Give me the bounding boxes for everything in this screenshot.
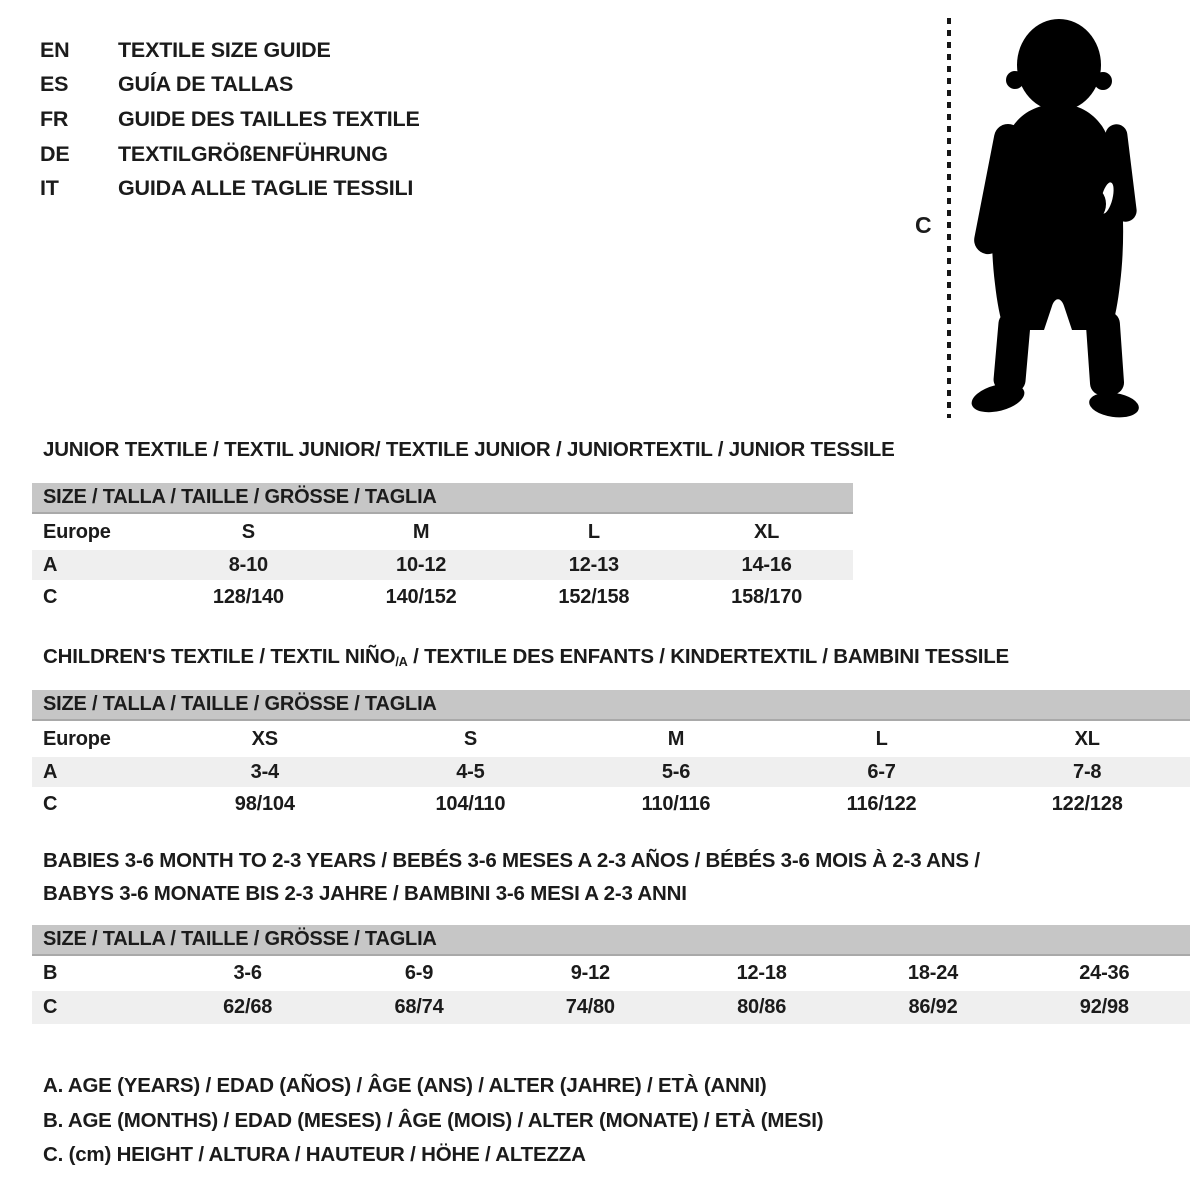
height-marker-label: C xyxy=(915,212,932,238)
table-row xyxy=(32,991,1190,1024)
table-cell: 12-13 xyxy=(568,553,619,576)
table-cell: XL xyxy=(1074,727,1100,750)
table-row xyxy=(32,721,1190,757)
table-cell: 7-8 xyxy=(1073,760,1102,783)
babies-section-title-line2: BABYS 3-6 MONATE BIS 2-3 JAHRE / BAMBINI 3-6 MESI A 2-3 ANNI xyxy=(43,882,687,905)
lang-label: GUIDE DES TAILLES TEXTILE xyxy=(118,106,420,131)
children-size-table xyxy=(32,690,1190,821)
babies-size-table xyxy=(32,925,1190,1024)
lang-code: ES xyxy=(40,72,69,97)
lang-row-fr xyxy=(40,102,420,137)
table-cell: 24-36 xyxy=(1079,962,1130,984)
table-cell: S xyxy=(241,520,255,543)
table-cell: 116/122 xyxy=(846,792,917,815)
language-header xyxy=(40,33,420,206)
children-section-title xyxy=(43,645,1009,669)
height-dashed-line xyxy=(947,18,951,418)
lang-row-es xyxy=(40,68,420,103)
table-cell: L xyxy=(587,520,600,543)
row-label: A xyxy=(43,760,58,783)
measurement-legend xyxy=(43,1069,823,1173)
size-header-bar: SIZE / TALLA / TAILLE / GRÖSSE / TAGLIA xyxy=(32,925,1190,956)
table-cell: 140/152 xyxy=(385,585,457,608)
table-cell: 68/74 xyxy=(394,996,444,1018)
table-cell: 4-5 xyxy=(456,760,485,783)
table-cell: 8-10 xyxy=(228,553,268,576)
lang-code: DE xyxy=(40,141,70,166)
table-cell: XL xyxy=(754,520,780,543)
legend-line-c: C. (cm) HEIGHT / ALTURA / HAUTEUR / HÖHE / ALTEZZA xyxy=(43,1143,586,1167)
table-cell: 80/86 xyxy=(737,996,787,1018)
table-cell: 3-6 xyxy=(233,962,262,984)
row-label: C xyxy=(43,585,58,608)
row-label: C xyxy=(43,996,58,1018)
children-title-part1: CHILDREN'S TEXTILE / TEXTIL NIÑO xyxy=(43,645,396,668)
table-cell: S xyxy=(463,727,477,750)
table-row xyxy=(32,956,1190,991)
table-cell: 6-7 xyxy=(867,760,896,783)
size-header-bar: SIZE / TALLA / TAILLE / GRÖSSE / TAGLIA xyxy=(32,690,1190,721)
table-cell: M xyxy=(412,520,430,543)
table-cell: 152/158 xyxy=(558,585,630,608)
children-title-part2: / TEXTILE DES ENFANTS / KINDERTEXTIL / BAMBINI TESSILE xyxy=(407,645,1010,668)
lang-row-en xyxy=(40,33,420,68)
row-label: A xyxy=(43,553,58,576)
junior-section-title: JUNIOR TEXTILE / TEXTIL JUNIOR/ TEXTILE JUNIOR / JUNIORTEXTIL / JUNIOR TESSILE xyxy=(43,438,895,461)
lang-label: TEXTILGRÖßENFÜHRUNG xyxy=(118,141,388,166)
table-cell: 92/98 xyxy=(1079,996,1129,1018)
table-row xyxy=(32,580,853,614)
table-cell: 9-12 xyxy=(570,962,610,984)
toddler-silhouette-icon xyxy=(958,12,1150,422)
table-row xyxy=(32,550,853,580)
size-header-bar: SIZE / TALLA / TAILLE / GRÖSSE / TAGLIA xyxy=(32,483,853,514)
table-cell: 74/80 xyxy=(565,996,615,1018)
table-cell: 62/68 xyxy=(223,996,273,1018)
table-cell: 104/110 xyxy=(435,792,506,815)
lang-code: IT xyxy=(40,176,59,201)
table-cell: 10-12 xyxy=(396,553,447,576)
table-cell: 18-24 xyxy=(907,962,959,984)
table-cell: 6-9 xyxy=(404,962,434,984)
table-cell: 5-6 xyxy=(661,760,691,783)
table-row xyxy=(32,787,1190,821)
table-cell: 110/116 xyxy=(641,792,711,815)
table-cell: XS xyxy=(251,727,278,750)
table-cell: 158/170 xyxy=(731,585,803,608)
row-label: Europe xyxy=(43,727,111,750)
lang-label: TEXTILE SIZE GUIDE xyxy=(118,37,331,62)
babies-section-title-line1: BABIES 3-6 MONTH TO 2-3 YEARS / BEBÉS 3-6 MESES A 2-3 AÑOS / BÉBÉS 3-6 MOIS À 2-3 ANS / xyxy=(43,849,980,872)
lang-label: GUIDA ALLE TAGLIE TESSILI xyxy=(118,176,414,201)
lang-row-it xyxy=(40,171,420,206)
table-cell: 3-4 xyxy=(250,760,279,783)
table-cell: L xyxy=(875,727,888,750)
lang-row-de xyxy=(40,137,420,172)
lang-code: FR xyxy=(40,106,69,131)
legend-line-a: A. AGE (YEARS) / EDAD (AÑOS) / ÂGE (ANS) / ALTER (JAHRE) / ETÀ (ANNI) xyxy=(43,1074,767,1097)
row-label: B xyxy=(43,962,58,984)
table-row xyxy=(32,514,853,550)
table-cell: 12-18 xyxy=(736,962,787,984)
lang-code: EN xyxy=(40,37,70,62)
table-cell: 14-16 xyxy=(741,553,792,576)
table-row xyxy=(32,757,1190,787)
lang-label: GUÍA DE TALLAS xyxy=(118,72,294,97)
table-cell: 122/128 xyxy=(1051,792,1123,815)
table-cell: 86/92 xyxy=(908,996,958,1018)
row-label: C xyxy=(43,792,58,815)
table-cell: M xyxy=(667,727,685,750)
children-title-sub: /A xyxy=(395,653,408,669)
row-label: Europe xyxy=(43,520,111,543)
legend-line-b: B. AGE (MONTHS) / EDAD (MESES) / ÂGE (MOIS) / ALTER (MONATE) / ETÀ (MESI) xyxy=(43,1108,824,1132)
table-cell: 128/140 xyxy=(212,585,284,608)
junior-size-table xyxy=(32,483,853,614)
table-cell: 98/104 xyxy=(234,792,295,815)
